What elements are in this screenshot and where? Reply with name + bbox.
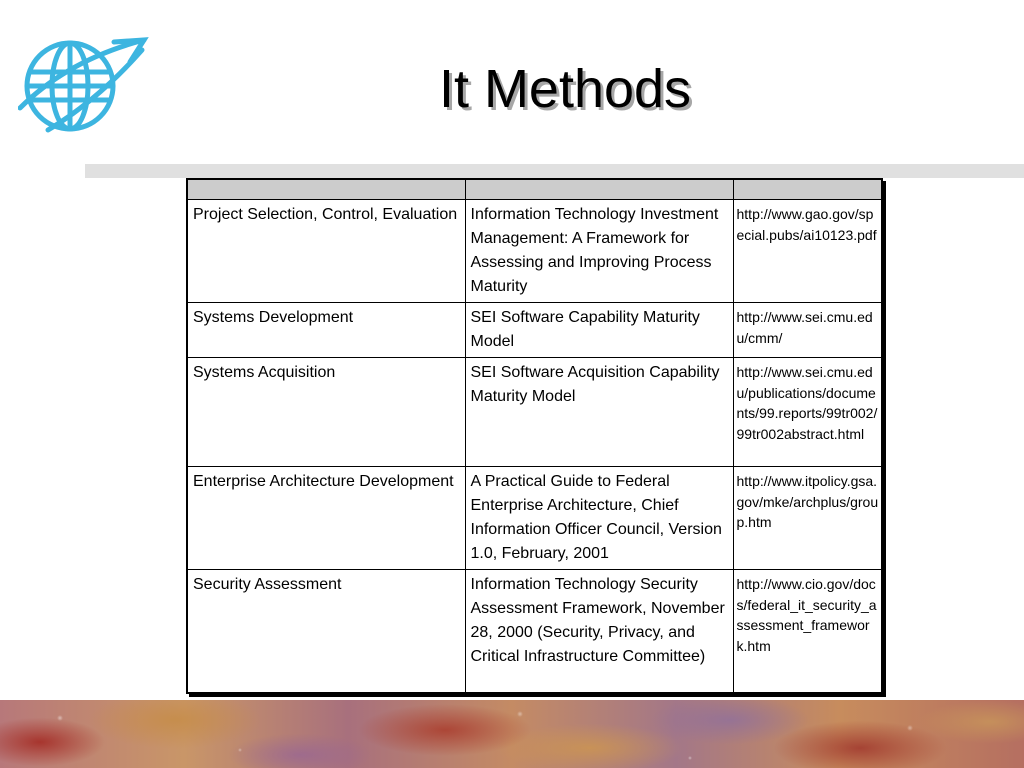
url-link[interactable]: http://www.cio.gov/docs/federal_it_security_assessment_framework.htm bbox=[733, 570, 882, 693]
slide-title: It Methods bbox=[438, 59, 692, 119]
method-cell: Information Technology Security Assessment Framework, November 28, 2000 (Security, Privacy, and Critical Infrastructure Committee) bbox=[465, 570, 733, 693]
footer-texture bbox=[0, 700, 1024, 768]
table-row bbox=[187, 303, 882, 358]
url-link[interactable]: http://www.gao.gov/special.pubs/ai10123.pdf bbox=[733, 200, 882, 303]
area-cell: Project Selection, Control, Evaluation bbox=[187, 200, 465, 303]
table-row bbox=[187, 358, 882, 467]
area-cell: Systems Acquisition bbox=[187, 358, 465, 467]
header-cell-area bbox=[187, 179, 465, 200]
table-header-row bbox=[187, 179, 882, 200]
url-link[interactable]: http://www.sei.cmu.edu/publications/documents/99.reports/99tr002/99tr002abstract.html bbox=[733, 358, 882, 467]
method-cell: A Practical Guide to Federal Enterprise Architecture, Chief Information Officer Council, Version 1.0, February, 2001 bbox=[465, 467, 733, 570]
method-cell: SEI Software Capability Maturity Model bbox=[465, 303, 733, 358]
title-divider bbox=[85, 164, 1024, 178]
table-row bbox=[187, 200, 882, 303]
url-link[interactable]: http://www.itpolicy.gsa.gov/mke/archplus/group.htm bbox=[733, 467, 882, 570]
table-row bbox=[187, 570, 882, 693]
area-cell: Security Assessment bbox=[187, 570, 465, 693]
table-row bbox=[187, 467, 882, 570]
header-cell-url bbox=[733, 179, 882, 200]
globe-icon bbox=[18, 30, 150, 138]
area-cell: Systems Development bbox=[187, 303, 465, 358]
area-cell: Enterprise Architecture Development bbox=[187, 467, 465, 570]
method-cell: Information Technology Investment Management: A Framework for Assessing and Improving Process Maturity bbox=[465, 200, 733, 303]
header-cell-method bbox=[465, 179, 733, 200]
method-cell: SEI Software Acquisition Capability Maturity Model bbox=[465, 358, 733, 467]
methods-table bbox=[186, 178, 883, 694]
url-link[interactable]: http://www.sei.cmu.edu/cmm/ bbox=[733, 303, 882, 358]
decorative-footer-band bbox=[0, 700, 1024, 768]
